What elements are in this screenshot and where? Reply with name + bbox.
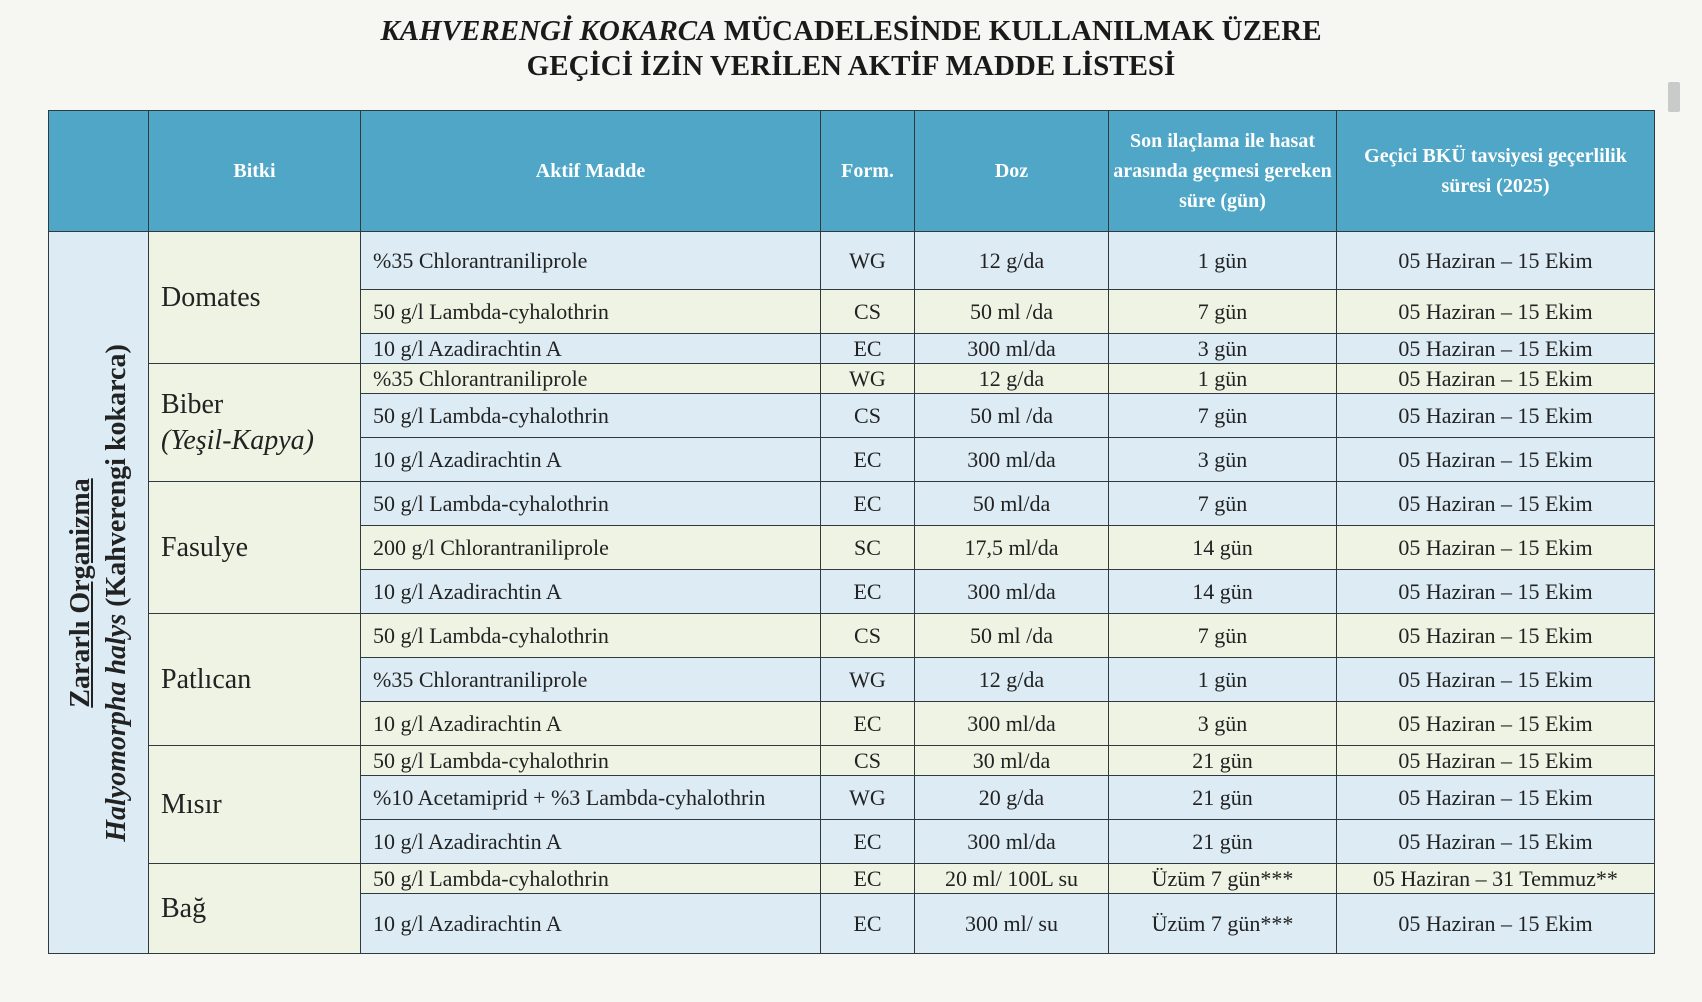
cell-sure: 7 gün <box>1109 290 1337 334</box>
cell-form: SC <box>821 526 915 570</box>
cell-doz: 12 g/da <box>915 364 1109 394</box>
cell-gecerlilik: 05 Haziran – 15 Ekim <box>1337 290 1655 334</box>
cell-gecerlilik: 05 Haziran – 15 Ekim <box>1337 570 1655 614</box>
crop-cell <box>149 864 361 954</box>
cell-form: CS <box>821 746 915 776</box>
crop-name: Domates <box>161 281 261 313</box>
cell-aktif-madde: 50 g/l Lambda-cyhalothrin <box>361 482 821 526</box>
cell-aktif-madde: 50 g/l Lambda-cyhalothrin <box>361 864 821 894</box>
cell-aktif-madde: 10 g/l Azadirachtin A <box>361 894 821 954</box>
title-line-1: KAHVERENGİ KOKARCA MÜCADELESİNDE KULLANILMAK ÜZERE <box>380 15 1322 47</box>
cell-gecerlilik: 05 Haziran – 15 Ekim <box>1337 526 1655 570</box>
active-substance-table <box>48 110 1655 954</box>
crop-name: Mısır <box>161 788 222 820</box>
cell-form: EC <box>821 438 915 482</box>
crop-name: Bağ <box>161 892 207 924</box>
crop-subname: (Yeşil-Kapya) <box>161 424 314 456</box>
cell-gecerlilik: 05 Haziran – 15 Ekim <box>1337 614 1655 658</box>
cell-form: EC <box>821 334 915 364</box>
cell-aktif-madde: %35 Chlorantraniliprole <box>361 658 821 702</box>
header-son-ilaclama: Son ilaçlama ile hasat arasında geçmesi gereken süre (gün) <box>1109 111 1337 232</box>
table-row <box>49 482 1655 526</box>
cell-sure: 3 gün <box>1109 702 1337 746</box>
cell-sure: 7 gün <box>1109 482 1337 526</box>
cell-gecerlilik: 05 Haziran – 15 Ekim <box>1337 894 1655 954</box>
table-row <box>49 232 1655 290</box>
cell-aktif-madde: 10 g/l Azadirachtin A <box>361 570 821 614</box>
cell-sure: 21 gün <box>1109 746 1337 776</box>
cell-gecerlilik: 05 Haziran – 15 Ekim <box>1337 364 1655 394</box>
cell-doz: 20 g/da <box>915 776 1109 820</box>
cell-gecerlilik: 05 Haziran – 15 Ekim <box>1337 702 1655 746</box>
cell-doz: 300 ml/da <box>915 334 1109 364</box>
cell-gecerlilik: 05 Haziran – 15 Ekim <box>1337 394 1655 438</box>
crop-name: Fasulye <box>161 531 249 563</box>
crop-cell <box>149 614 361 746</box>
header-form: Form. <box>821 111 915 232</box>
cell-sure: 21 gün <box>1109 820 1337 864</box>
cell-aktif-madde: 10 g/l Azadirachtin A <box>361 820 821 864</box>
cell-sure: 3 gün <box>1109 334 1337 364</box>
scrollbar-thumb[interactable] <box>1668 82 1680 112</box>
header-gecici-bku: Geçici BKÜ tavsiyesi geçerlilik süresi (2025) <box>1337 111 1655 232</box>
cell-aktif-madde: 50 g/l Lambda-cyhalothrin <box>361 614 821 658</box>
crop-cell <box>149 746 361 864</box>
cell-form: EC <box>821 820 915 864</box>
organism-heading: Zararlı Organizma <box>64 477 96 708</box>
table-row <box>49 746 1655 776</box>
cell-gecerlilik: 05 Haziran – 15 Ekim <box>1337 820 1655 864</box>
cell-doz: 12 g/da <box>915 232 1109 290</box>
cell-gecerlilik: 05 Haziran – 15 Ekim <box>1337 232 1655 290</box>
cell-form: EC <box>821 864 915 894</box>
cell-aktif-madde: %35 Chlorantraniliprole <box>361 364 821 394</box>
cell-gecerlilik: 05 Haziran – 15 Ekim <box>1337 334 1655 364</box>
cell-form: WG <box>821 232 915 290</box>
cell-aktif-madde: 10 g/l Azadirachtin A <box>361 334 821 364</box>
cell-doz: 50 ml/da <box>915 482 1109 526</box>
cell-form: WG <box>821 776 915 820</box>
header-doz: Doz <box>915 111 1109 232</box>
cell-gecerlilik: 05 Haziran – 15 Ekim <box>1337 438 1655 482</box>
cell-gecerlilik: 05 Haziran – 15 Ekim <box>1337 746 1655 776</box>
cell-gecerlilik: 05 Haziran – 15 Ekim <box>1337 658 1655 702</box>
cell-form: CS <box>821 614 915 658</box>
cell-form: EC <box>821 702 915 746</box>
organism-species: Halyomorpha halys (Kahverengi kokarca) <box>100 343 132 842</box>
header-aktif-madde: Aktif Madde <box>361 111 821 232</box>
cell-form: WG <box>821 658 915 702</box>
cell-form: CS <box>821 394 915 438</box>
cell-form: EC <box>821 570 915 614</box>
cell-sure: 7 gün <box>1109 394 1337 438</box>
crop-cell <box>149 482 361 614</box>
organism-cell <box>49 232 149 954</box>
cell-form: EC <box>821 482 915 526</box>
cell-aktif-madde: 50 g/l Lambda-cyhalothrin <box>361 746 821 776</box>
crop-name: Biber <box>161 388 224 420</box>
cell-sure: 7 gün <box>1109 614 1337 658</box>
table-row <box>49 364 1655 394</box>
table-row <box>49 864 1655 894</box>
cell-gecerlilik: 05 Haziran – 31 Temmuz** <box>1337 864 1655 894</box>
cell-form: CS <box>821 290 915 334</box>
cell-sure: 21 gün <box>1109 776 1337 820</box>
cell-aktif-madde: 10 g/l Azadirachtin A <box>361 438 821 482</box>
cell-aktif-madde: %35 Chlorantraniliprole <box>361 232 821 290</box>
cell-doz: 12 g/da <box>915 658 1109 702</box>
cell-doz: 300 ml/da <box>915 438 1109 482</box>
cell-aktif-madde: 10 g/l Azadirachtin A <box>361 702 821 746</box>
cell-doz: 300 ml/ su <box>915 894 1109 954</box>
cell-sure: 1 gün <box>1109 364 1337 394</box>
cell-doz: 300 ml/da <box>915 570 1109 614</box>
crop-name: Patlıcan <box>161 663 252 695</box>
cell-doz: 50 ml /da <box>915 290 1109 334</box>
cell-aktif-madde: %10 Acetamiprid + %3 Lambda-cyhalothrin <box>361 776 821 820</box>
cell-aktif-madde: 50 g/l Lambda-cyhalothrin <box>361 290 821 334</box>
cell-form: WG <box>821 364 915 394</box>
table-row <box>49 614 1655 658</box>
cell-doz: 17,5 ml/da <box>915 526 1109 570</box>
page-title <box>0 14 1702 84</box>
title-line-2: GEÇİCİ İZİN VERİLEN AKTİF MADDE LİSTESİ <box>526 50 1176 82</box>
cell-sure: 1 gün <box>1109 232 1337 290</box>
cell-sure: Üzüm 7 gün*** <box>1109 894 1337 954</box>
organism-label <box>63 344 135 842</box>
crop-cell <box>149 232 361 364</box>
cell-sure: 3 gün <box>1109 438 1337 482</box>
cell-gecerlilik: 05 Haziran – 15 Ekim <box>1337 482 1655 526</box>
cell-sure: 14 gün <box>1109 570 1337 614</box>
cell-doz: 300 ml/da <box>915 820 1109 864</box>
cell-doz: 300 ml/da <box>915 702 1109 746</box>
cell-form: EC <box>821 894 915 954</box>
cell-sure: 1 gün <box>1109 658 1337 702</box>
cell-aktif-madde: 200 g/l Chlorantraniliprole <box>361 526 821 570</box>
cell-sure: Üzüm 7 gün*** <box>1109 864 1337 894</box>
cell-gecerlilik: 05 Haziran – 15 Ekim <box>1337 776 1655 820</box>
cell-doz: 20 ml/ 100L su <box>915 864 1109 894</box>
crop-cell <box>149 364 361 482</box>
table-header-row <box>49 111 1655 232</box>
cell-aktif-madde: 50 g/l Lambda-cyhalothrin <box>361 394 821 438</box>
cell-doz: 50 ml /da <box>915 614 1109 658</box>
cell-sure: 14 gün <box>1109 526 1337 570</box>
cell-doz: 50 ml /da <box>915 394 1109 438</box>
header-empty <box>49 111 149 232</box>
cell-doz: 30 ml/da <box>915 746 1109 776</box>
header-bitki: Bitki <box>149 111 361 232</box>
